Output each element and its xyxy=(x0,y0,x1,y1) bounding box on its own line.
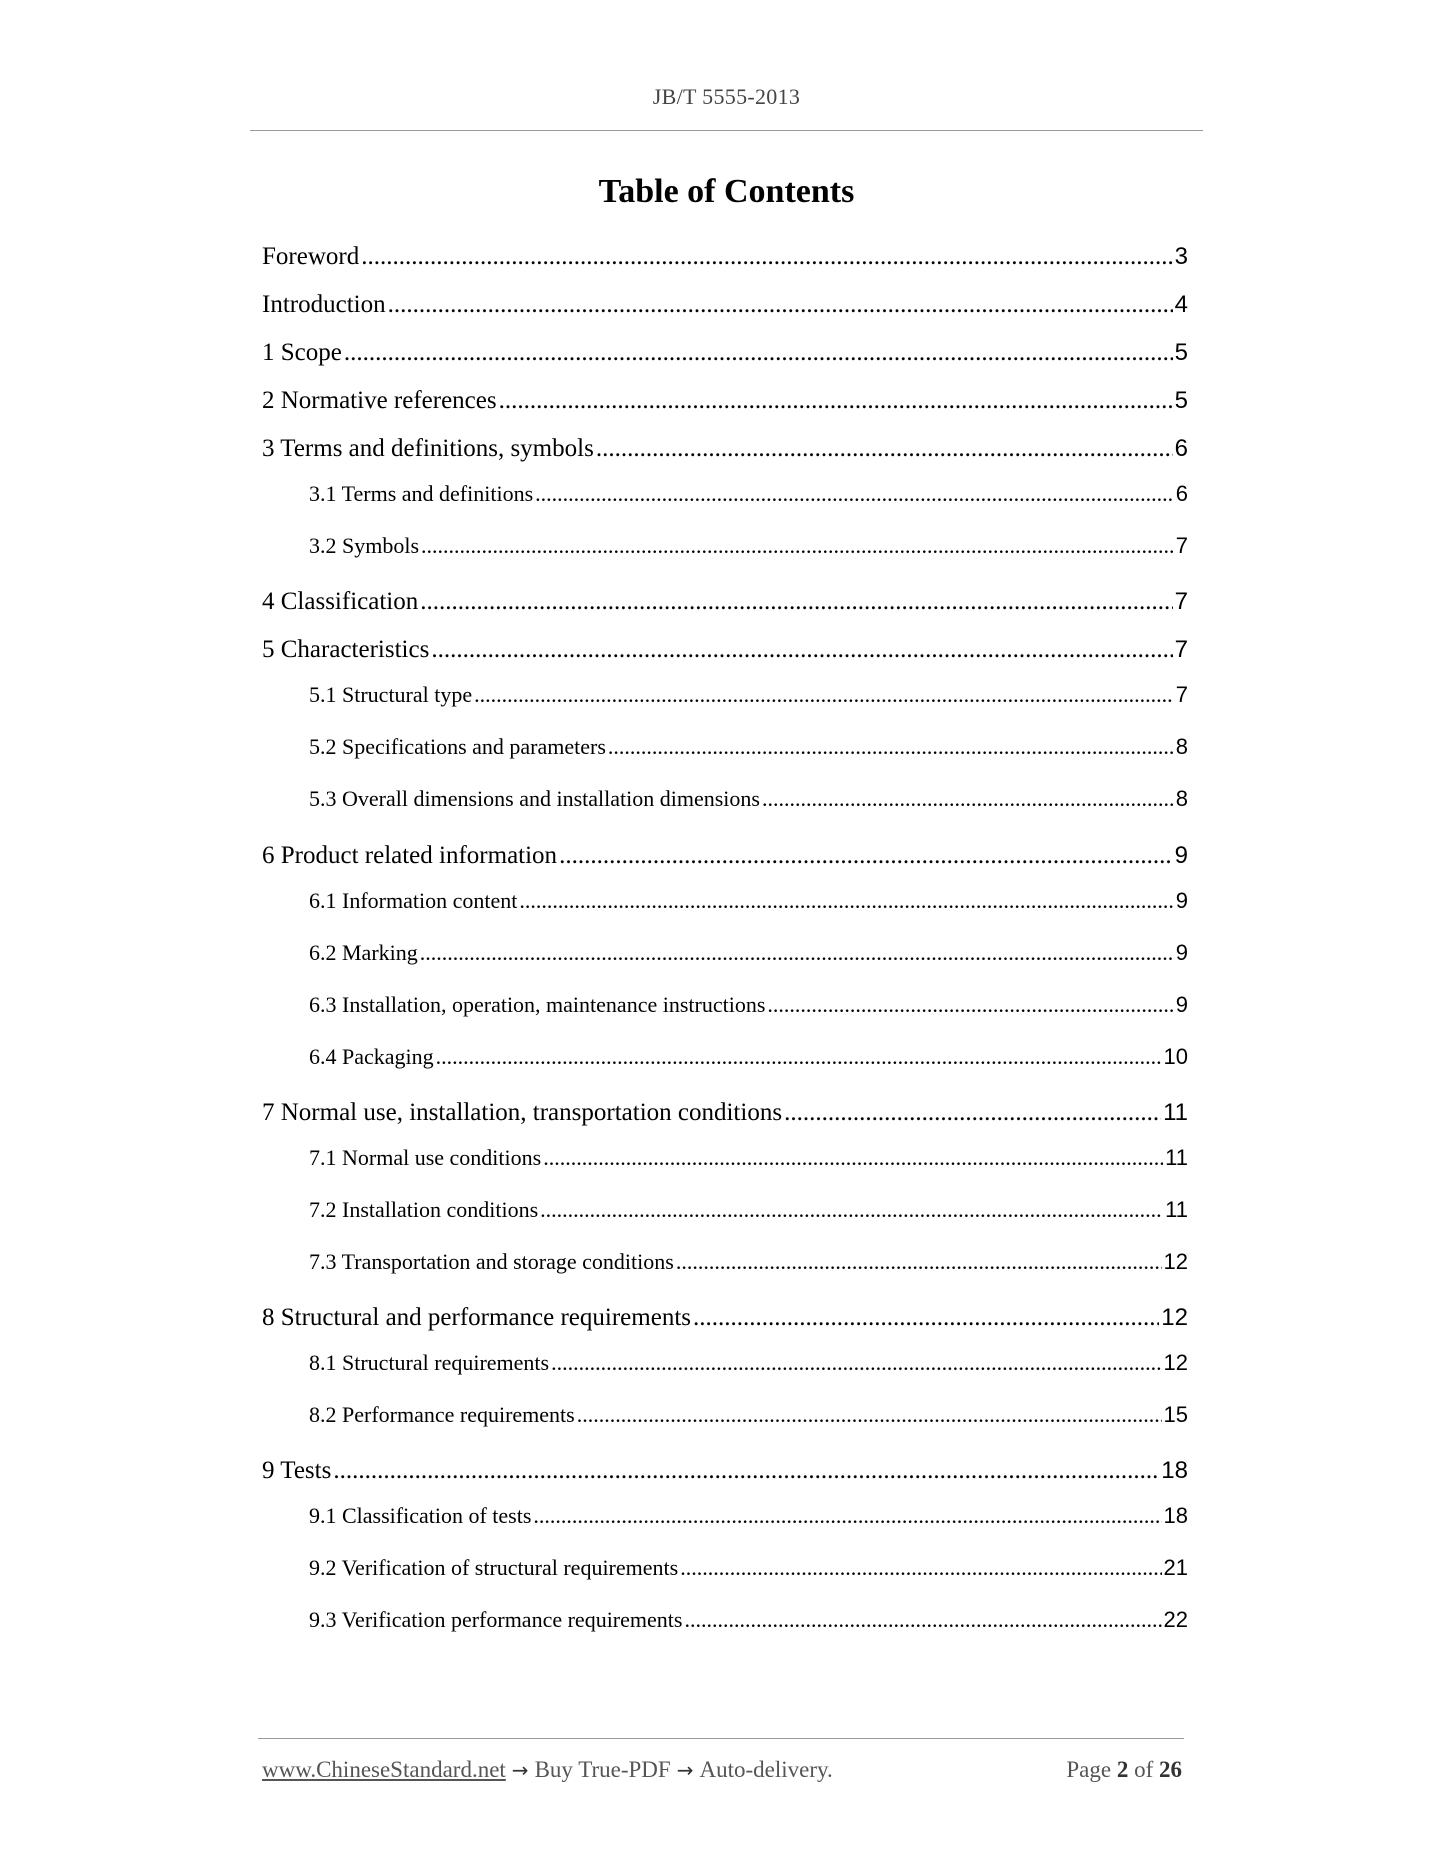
toc-dot-leader xyxy=(333,1457,1159,1485)
toc-subentry[interactable] xyxy=(309,682,1188,708)
toc-entry-page: 12 xyxy=(1161,1304,1188,1331)
toc-entry-label: 7.1 Normal use conditions xyxy=(309,1145,542,1170)
right-arrow-icon: → xyxy=(511,1758,529,1782)
toc-entry-page: 6 xyxy=(1174,435,1188,462)
toc-entry-page: 7 xyxy=(1175,533,1188,558)
toc-entry-page: 7 xyxy=(1174,588,1188,615)
toc-subentry[interactable] xyxy=(309,1145,1188,1171)
toc-entry-label: 6.2 Marking xyxy=(309,940,418,965)
toc-entry-label: 9.1 Classification of tests xyxy=(309,1503,532,1528)
of-word: of xyxy=(1134,1757,1154,1782)
toc-entry-page: 5 xyxy=(1174,339,1188,366)
toc-entry-page: 21 xyxy=(1163,1555,1188,1580)
toc-entry[interactable] xyxy=(262,387,1188,415)
toc-dot-leader xyxy=(420,588,1172,616)
toc-dot-leader xyxy=(421,533,1174,559)
toc-entry-label: Introduction xyxy=(262,291,386,318)
toc-entry-page: 11 xyxy=(1165,1197,1188,1222)
toc-subentry[interactable] xyxy=(309,1607,1188,1633)
toc-entry-page: 15 xyxy=(1163,1402,1188,1427)
toc-entry-label: 5.3 Overall dimensions and installation dimensions xyxy=(309,786,760,811)
toc-dot-leader xyxy=(535,481,1174,507)
toc-entry[interactable] xyxy=(262,291,1188,319)
toc-entry-label: 8.1 Structural requirements xyxy=(309,1350,550,1375)
toc-entry-label: 5.2 Specifications and parameters xyxy=(309,734,606,759)
toc-dot-leader xyxy=(767,992,1173,1018)
toc-entry-label: 4 Classification xyxy=(262,588,419,615)
toc-entry-label: 6.3 Installation, operation, maintenance instructions xyxy=(309,992,766,1017)
toc-entry-page: 8 xyxy=(1175,786,1188,811)
toc-entry-page: 12 xyxy=(1163,1249,1188,1274)
page-header: JB/T 5555-2013 xyxy=(652,84,801,109)
toc-entry[interactable] xyxy=(262,636,1188,664)
toc-entry-page: 22 xyxy=(1163,1607,1188,1632)
toc-dot-leader xyxy=(784,1099,1161,1127)
toc-dot-leader xyxy=(559,842,1173,870)
toc-dot-leader xyxy=(551,1350,1161,1376)
toc-entry-page: 10 xyxy=(1163,1044,1188,1069)
toc-entry[interactable] xyxy=(262,339,1188,367)
toc-subentry[interactable] xyxy=(309,533,1188,559)
toc-entry-label: 3.1 Terms and definitions xyxy=(309,481,534,506)
toc-entry-label: 5.1 Structural type xyxy=(309,682,473,707)
toc-dot-leader xyxy=(533,1503,1161,1529)
toc-dot-leader xyxy=(361,243,1172,271)
toc-dot-leader xyxy=(519,888,1173,914)
toc-entry-label: 9 Tests xyxy=(262,1457,332,1484)
toc-entry-page: 8 xyxy=(1175,734,1188,759)
toc-entry-page: 4 xyxy=(1174,291,1188,318)
toc-dot-leader xyxy=(676,1249,1162,1275)
toc-entry-page: 7 xyxy=(1174,636,1188,663)
toc-subentry[interactable] xyxy=(309,1402,1188,1428)
toc-entry-page: 3 xyxy=(1174,243,1188,270)
toc-entry[interactable] xyxy=(262,243,1188,271)
toc-entry-label: 3.2 Symbols xyxy=(309,533,420,558)
toc-entry[interactable] xyxy=(262,1099,1188,1127)
toc-entry-label: 1 Scope xyxy=(262,339,342,366)
toc-dot-leader xyxy=(762,786,1174,812)
toc-dot-leader xyxy=(693,1304,1159,1332)
current-page: 2 xyxy=(1116,1757,1129,1782)
toc-entry-label: 8 Structural and performance requirements xyxy=(262,1304,691,1331)
toc-entry-label: 3 Terms and definitions, symbols xyxy=(262,435,594,462)
toc-subentry[interactable] xyxy=(309,481,1188,507)
toc-subentry[interactable] xyxy=(309,786,1188,812)
toc-subentry[interactable] xyxy=(309,1044,1188,1070)
toc-entry-page: 11 xyxy=(1165,1145,1188,1170)
toc-dot-leader xyxy=(596,435,1173,463)
toc-entry[interactable] xyxy=(262,435,1188,463)
toc-entry-page: 18 xyxy=(1161,1457,1188,1484)
toc-entry-page: 12 xyxy=(1163,1350,1188,1375)
toc-dot-leader xyxy=(436,1044,1162,1070)
toc-entry-label: 8.2 Performance requirements xyxy=(309,1402,575,1427)
toc-entry-page: 6 xyxy=(1175,481,1188,506)
toc-entry-page: 7 xyxy=(1175,682,1188,707)
toc-subentry[interactable] xyxy=(309,1197,1188,1223)
toc-entry[interactable] xyxy=(262,588,1188,616)
toc-entry-page: 11 xyxy=(1163,1099,1188,1126)
toc-entry[interactable] xyxy=(262,842,1188,870)
toc-entry-label: 6.4 Packaging xyxy=(309,1044,434,1069)
toc-dot-leader xyxy=(577,1402,1162,1428)
toc-entry-label: 6 Product related information xyxy=(262,842,558,869)
toc-entry-label: 7.2 Installation conditions xyxy=(309,1197,539,1222)
toc-entry-label: Foreword xyxy=(262,243,360,270)
footer-divider xyxy=(258,1738,1184,1739)
toc-subentry[interactable] xyxy=(309,1503,1188,1529)
toc-entry-page: 18 xyxy=(1163,1503,1188,1528)
toc-dot-leader xyxy=(420,940,1174,966)
toc-entry-page: 9 xyxy=(1175,940,1188,965)
toc-subentry[interactable] xyxy=(309,1249,1188,1275)
toc-entry-label: 2 Normative references xyxy=(262,387,497,414)
toc-subentry[interactable] xyxy=(309,992,1188,1018)
toc-dot-leader xyxy=(388,291,1173,319)
page-word: Page xyxy=(1066,1757,1112,1782)
toc-entry-label: 5 Characteristics xyxy=(262,636,430,663)
toc-dot-leader xyxy=(431,636,1172,664)
toc-entry-label: 9.2 Verification of structural requirements xyxy=(309,1555,679,1580)
toc-subentry[interactable] xyxy=(309,1555,1188,1581)
page-title: Table of Contents xyxy=(598,173,855,210)
toc-dot-leader xyxy=(684,1607,1161,1633)
toc-entry-page: 9 xyxy=(1175,888,1188,913)
delivery-text: Auto-delivery. xyxy=(699,1757,833,1782)
toc-dot-leader xyxy=(608,734,1174,760)
toc-subentry[interactable] xyxy=(309,940,1188,966)
site-link[interactable]: www.ChineseStandard.net xyxy=(262,1757,506,1782)
toc-entry[interactable] xyxy=(262,1457,1188,1485)
toc-entry-label: 7.3 Transportation and storage conditions xyxy=(309,1249,674,1274)
footer-promo xyxy=(262,1757,833,1783)
toc-entry-label: 7 Normal use, installation, transportation conditions xyxy=(262,1099,783,1126)
toc-dot-leader xyxy=(680,1555,1161,1581)
total-pages: 26 xyxy=(1159,1757,1182,1782)
toc-entry-page: 5 xyxy=(1174,387,1188,414)
buy-text: Buy True-PDF xyxy=(534,1757,671,1782)
toc-dot-leader xyxy=(474,682,1174,708)
toc-subentry[interactable] xyxy=(309,1350,1188,1376)
toc-entry-label: 9.3 Verification performance requirements xyxy=(309,1607,683,1632)
toc-dot-leader xyxy=(540,1197,1163,1223)
toc-entry-page: 9 xyxy=(1174,842,1188,869)
toc-dot-leader xyxy=(499,387,1173,415)
toc-entry-page: 9 xyxy=(1175,992,1188,1017)
toc-entry[interactable] xyxy=(262,1304,1188,1332)
toc-dot-leader xyxy=(344,339,1173,367)
toc-subentry[interactable] xyxy=(309,734,1188,760)
toc-subentry[interactable] xyxy=(309,888,1188,914)
toc-entry-label: 6.1 Information content xyxy=(309,888,518,913)
toc-dot-leader xyxy=(543,1145,1163,1171)
right-arrow-icon: → xyxy=(676,1758,694,1782)
page-number xyxy=(1066,1757,1182,1783)
